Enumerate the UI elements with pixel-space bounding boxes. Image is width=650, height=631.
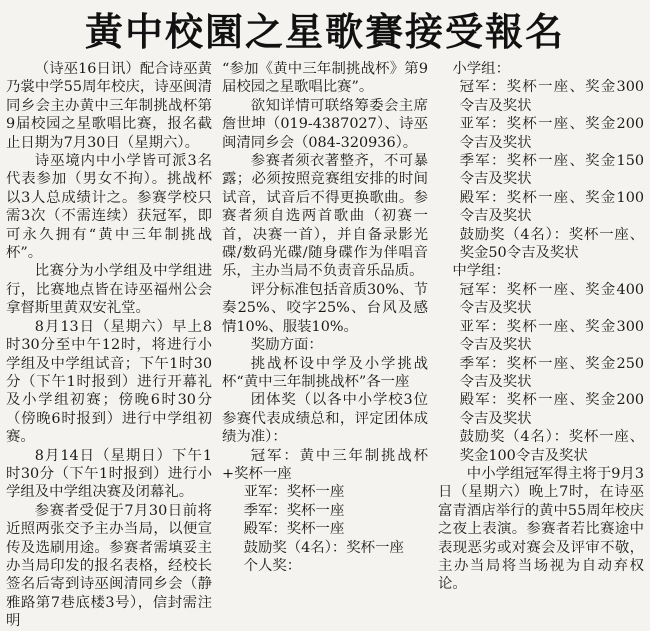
prize-line: 亚军：奖杯一座、奖金200令吉及奖状	[459, 116, 644, 151]
prize-line: 殿军：奖杯一座、奖金200令吉及奖状	[459, 392, 644, 427]
paragraph: 8月14日（星期日）下午1时30分（下午1时报到）进行小学组及中学组决赛及闭幕礼。	[6, 447, 212, 501]
paragraph: 8月13日（星期六）早上8时30分至中午12时，将进行小学组及中学组试音；下午1时30分（下午1时报到）进行开幕礼及小学组初赛；傍晚6时30分（傍晚6时报到）进行中学组初赛。	[6, 318, 212, 446]
paragraph: 团体奖（以各中小学校3位参赛代表成绩总和，评定团体成绩为准）：	[222, 392, 428, 446]
subheading: 小学组：	[452, 61, 510, 77]
column-2	[222, 60, 428, 574]
prize-line: 冠军：奖杯一座、奖金300令吉及奖状	[459, 79, 644, 114]
paragraph: 评分标准包括音质30%、节奏25%、咬字25%、台风及感情10%、服装10%。	[222, 281, 428, 335]
prize-line: 亚军：奖杯一座	[243, 484, 345, 501]
headline: 黃中校園之星歌賽接受報名	[84, 9, 565, 54]
prize-line: 鼓励奖（4名）：奖杯一座、奖金100令吉及奖状	[459, 429, 644, 464]
column-3	[438, 60, 644, 593]
paragraph: “参加《黄中三年制挑战杯》第9届校园之星歌唱比赛”。	[222, 61, 428, 96]
prize-line: 冠军：奖杯一座、奖金400令吉及奖状	[459, 281, 644, 317]
paragraph: 参赛者须衣著整齐，不可暴露；必须按照竞赛组安排的时间试音，试音后不得更换歌曲。参赛者须自选两首歌曲（初赛一首，决赛一首），并自备录影光碟/数码光碟/随身碟作为伴唱音乐，主办当局不负责音乐品质。	[222, 153, 428, 280]
paragraph: 挑战杯设中学及小学挑战杯“黄中三年制挑战杯”各一座	[222, 355, 428, 390]
prize-line: 冠军：黄中三年制挑战杯+奖杯一座	[222, 447, 428, 482]
prize-line: 季军：奖杯一座、奖金250令吉及奖状	[459, 355, 644, 390]
prize-line: 鼓励奖（4名）：奖杯一座、奖金50令吉及奖状	[459, 226, 644, 262]
subheading: 奖励方面：	[250, 337, 323, 354]
paragraph: 欲知详情可联络筹委会主席詹世坤（019-4387027）、诗巫闽清同乡会（084-320936）。	[222, 97, 428, 151]
prize-line: 季军：奖杯一座、奖金150令吉及奖状	[459, 153, 644, 188]
prize-line: 殿军：奖杯一座	[243, 521, 345, 538]
subheading: 中学组：	[452, 263, 510, 280]
paragraph: 参赛者受促于7月30日前将近照两张交予主办当局，以便宣传及选刷用途。参赛者需填妥主办当局印发的报名表格，经校长签名后寄到诗巫闽清同乡会（静雅路第7巷底楼3号），信封需注明	[6, 502, 212, 630]
prize-line: 个人奖：	[243, 557, 302, 574]
article-body	[6, 60, 644, 630]
paragraph: 比赛分为小学组及中学组进行，比赛地点皆在诗巫福州公会拿督斯里黄双安礼堂。	[6, 263, 212, 317]
paragraph: 中小学组冠军得主将于9月3日（星期六）晚上7时，在诗巫富青酒店举行的黄中55周年校庆之夜上表演。参赛者若比赛途中表现恶劣或对赛会及评审不敬，主办当局将当场视为自动弃权论。	[438, 465, 644, 593]
paragraph: （诗巫16日讯）配合诗巫黄乃裳中学55周年校庆，诗巫闽清同乡会主办黄中三年制挑战杯第9届校园之星歌唱比赛，报名截止日期为7月30日（星期六）。	[6, 61, 212, 151]
prize-line: 季军：奖杯一座	[243, 502, 345, 519]
column-1	[6, 60, 212, 630]
paragraph: 诗巫境内中小学皆可派3名代表参加（男女不拘）。挑战杯以3人总成绩计之。参赛学校只需3次（不需连续）获冠军，即可永久拥有“黄中三年制挑战杯”。	[6, 153, 212, 262]
prize-line: 亚军：奖杯一座、奖金300令吉及奖状	[459, 318, 644, 354]
prize-line: 鼓励奖（4名）：奖杯一座	[243, 539, 404, 556]
prize-line: 殿军：奖杯一座、奖金100令吉及奖状	[459, 189, 644, 225]
